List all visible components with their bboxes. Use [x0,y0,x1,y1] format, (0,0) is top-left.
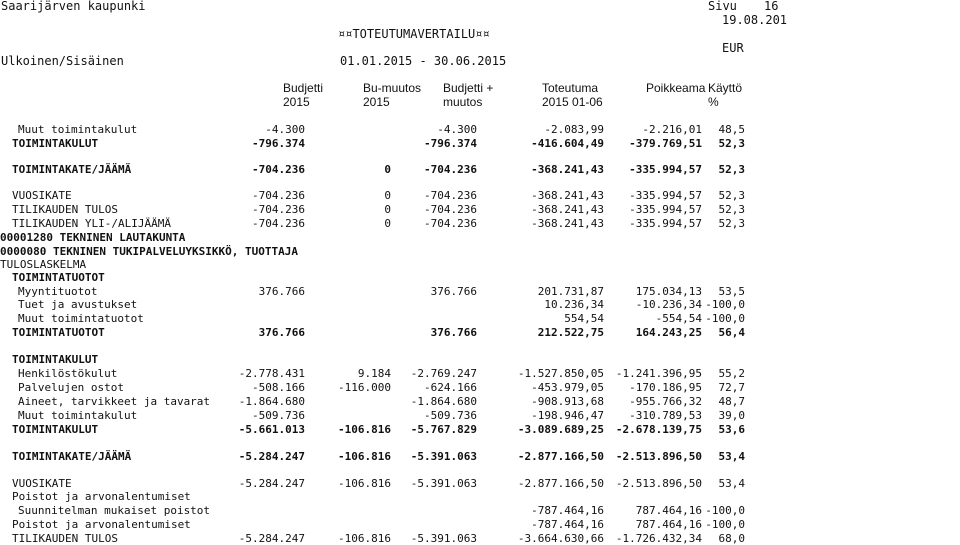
row-cell-col4: 212.522,75 [537,326,604,339]
row-cell-col5: -2.513.896,50 [615,477,702,490]
org-name: Saarijärven kaupunki [1,0,146,13]
row-label: TULOSLASKELMA [0,258,87,271]
row-cell-col3: -796.374 [424,137,477,150]
row-cell-col6: 72,7 [718,381,745,394]
row-cell-col1: -509.736 [252,409,305,422]
row-cell-col4: -453.979,05 [531,381,604,394]
row-cell-col1: 376.766 [258,285,305,298]
page-number: 16 [764,0,779,13]
row-cell-col3: -5.767.829 [410,423,477,436]
row-cell-col4: -368.241,43 [531,189,604,202]
row-cell-col1: -5.661.013 [238,423,305,436]
row-cell-col1: 376.766 [258,326,305,339]
row-cell-col5: -335.994,57 [629,203,702,216]
row-label: Poistot ja arvonalentumiset [12,518,191,531]
report-date: 19.08.201 [722,13,788,27]
row-cell-col5: -335.994,57 [629,189,702,202]
row-cell-col2: 0 [384,203,391,216]
row-cell-col6: 53,4 [718,450,745,463]
row-cell-col5: -955.766,32 [629,395,702,408]
row-cell-col3: -1.864.680 [410,395,477,408]
row-label: Muut toimintakulut [18,409,138,422]
row-cell-col5: 787.464,16 [635,518,702,531]
row-cell-col4: -198.946,47 [531,409,604,422]
row-label: TOIMINTATUOTOT [12,271,105,284]
row-label: TOIMINTAKULUT [12,353,99,366]
row-cell-col1: -704.236 [252,217,305,230]
row-label: 00001280 TEKNINEN LAUTAKUNTA [0,231,186,244]
row-cell-col4: -368.241,43 [531,163,604,176]
row-cell-col6: 68,0 [718,532,745,545]
row-label: VUOSIKATE [12,189,72,202]
row-cell-col5: 787.464,16 [635,504,702,517]
row-cell-col5: 175.034,13 [635,285,702,298]
row-cell-col2: -106.816 [338,450,391,463]
row-cell-col5: -310.789,53 [629,409,702,422]
row-cell-col2: -106.816 [338,532,391,545]
currency: EUR [722,41,744,55]
row-cell-col5: -1.241.396,95 [615,367,702,380]
row-cell-col1: -704.236 [252,163,305,176]
row-cell-col3: -509.736 [424,409,477,422]
row-cell-col6: 52,3 [718,217,745,230]
row-label: TOIMINTAKULUT [12,423,99,436]
page-label: Sivu [708,0,737,13]
row-cell-col4: -787.464,16 [531,504,604,517]
row-label: Palvelujen ostot [18,381,124,394]
column-header-1-line2: 2015 [283,95,310,109]
row-cell-col4: -908.913,68 [531,395,604,408]
row-cell-col3: -5.391.063 [410,477,477,490]
row-label: TOIMINTAKATE/JÄÄMÄ [12,163,132,176]
row-cell-col6: 53,6 [718,423,745,436]
row-cell-col5: 164.243,25 [635,326,702,339]
row-label: TOIMINTATUOTOT [12,326,105,339]
row-cell-col4: 554,54 [564,312,604,325]
row-cell-col5: -1.726.432,34 [615,532,702,545]
column-header-3-line1: Budjetti + [443,81,494,95]
report-title: ¤¤TOTEUTUMAVERTAILU¤¤ [338,27,490,41]
row-cell-col2: 9.184 [357,367,391,380]
row-cell-col5: -10.236,34 [635,298,702,311]
row-cell-col4: 10.236,34 [544,298,604,311]
row-cell-col6: 48,5 [718,123,745,136]
row-cell-col1: -4.300 [265,123,305,136]
row-cell-col3: -704.236 [424,203,477,216]
row-cell-col3: 376.766 [430,285,477,298]
row-cell-col3: -624.166 [424,381,477,394]
row-cell-col6: -100,0 [705,298,745,311]
row-cell-col4: -416.604,49 [531,137,604,150]
row-cell-col6: 52,3 [718,189,745,202]
row-cell-col3: -704.236 [424,189,477,202]
row-cell-col4: -368.241,43 [531,217,604,230]
row-cell-col5: -2.678.139,75 [615,423,702,436]
row-cell-col3: -704.236 [424,217,477,230]
row-cell-col6: 52,3 [718,203,745,216]
row-cell-col6: 48,7 [718,395,745,408]
row-cell-col3: -704.236 [424,163,477,176]
row-label: Poistot ja arvonalentumiset [12,490,191,503]
row-cell-col2: 0 [384,189,391,202]
row-label: TOIMINTAKULUT [12,137,99,150]
row-cell-col6: -100,0 [705,504,745,517]
row-label: Myyntituotot [18,285,98,298]
row-cell-col1: -704.236 [252,203,305,216]
row-cell-col6: 52,3 [718,137,745,150]
row-label: TILIKAUDEN TULOS [12,203,118,216]
row-cell-col2: -106.816 [338,423,391,436]
row-cell-col4: -787.464,16 [531,518,604,531]
row-cell-col3: -5.391.063 [410,532,477,545]
row-label: VUOSIKATE [12,477,72,490]
column-header-2-line2: 2015 [363,95,390,109]
column-header-3-line2: muutos [443,95,483,109]
row-cell-col1: -704.236 [252,189,305,202]
row-cell-col5: -2.513.896,50 [615,450,702,463]
row-cell-col1: -5.284.247 [238,477,305,490]
period: 01.01.2015 - 30.06.2015 [340,54,507,68]
row-cell-col4: -2.877.166,50 [517,450,604,463]
scope-label: Ulkoinen/Sisäinen [1,54,124,68]
row-cell-col4: 201.731,87 [537,285,604,298]
row-cell-col1: -2.778.431 [238,367,305,380]
row-cell-col5: -379.769,51 [629,137,702,150]
row-cell-col5: -554,54 [655,312,702,325]
row-cell-col5: -335.994,57 [629,163,702,176]
row-cell-col2: 0 [384,217,391,230]
row-label: Henkilöstökulut [18,367,118,380]
row-cell-col1: -796.374 [252,137,305,150]
row-cell-col2: -116.000 [338,381,391,394]
row-cell-col2: -106.816 [338,477,391,490]
row-cell-col6: 56,4 [718,326,745,339]
column-header-5-line1: Poikkeama [646,81,706,95]
column-header-6-line1: Käyttö [708,81,743,95]
row-cell-col6: 52,3 [718,163,745,176]
row-cell-col5: -170.186,95 [629,381,702,394]
row-cell-col6: 55,2 [718,367,745,380]
row-cell-col6: -100,0 [705,312,745,325]
row-label: Muut toimintatuotot [18,312,144,325]
row-cell-col6: 53,4 [718,477,745,490]
row-cell-col1: -1.864.680 [238,395,305,408]
row-cell-col6: -100,0 [705,518,745,531]
row-cell-col1: -5.284.247 [238,450,305,463]
row-cell-col1: -508.166 [252,381,305,394]
column-header-4-line2: 2015 01-06 [542,95,603,109]
row-label: TILIKAUDEN YLI-/ALIJÄÄMÄ [12,217,171,230]
row-label: Tuet ja avustukset [18,298,138,311]
row-label: 0000080 TEKNINEN TUKIPALVELUYKSIKKÖ, TUOTTAJA [0,245,299,258]
row-cell-col5: -2.216,01 [642,123,702,136]
row-cell-col1: -5.284.247 [238,532,305,545]
row-cell-col3: -4.300 [437,123,477,136]
column-header-2-line1: Bu-muutos [363,81,422,95]
row-cell-col4: -2.877.166,50 [517,477,604,490]
row-label: TOIMINTAKATE/JÄÄMÄ [12,450,132,463]
column-header-6-line2: % [708,95,719,109]
row-label: Suunnitelman mukaiset poistot [18,504,211,517]
column-header-4-line1: Toteutuma [542,81,599,95]
row-cell-col2: 0 [384,163,391,176]
row-cell-col6: 39,0 [718,409,745,422]
row-label: Aineet, tarvikkeet ja tavarat [18,395,211,408]
row-cell-col3: -5.391.063 [410,450,477,463]
row-cell-col6: 53,5 [718,285,745,298]
row-cell-col4: -1.527.850,05 [517,367,604,380]
row-cell-col4: -3.664.630,66 [517,532,604,545]
column-header-1-line1: Budjetti [283,81,324,95]
row-cell-col3: 376.766 [430,326,477,339]
row-cell-col5: -335.994,57 [629,217,702,230]
row-label: Muut toimintakulut [18,123,138,136]
row-label: TILIKAUDEN TULOS [12,532,118,545]
row-cell-col4: -368.241,43 [531,203,604,216]
row-cell-col4: -2.083,99 [544,123,604,136]
row-cell-col3: -2.769.247 [410,367,477,380]
row-cell-col4: -3.089.689,25 [517,423,604,436]
